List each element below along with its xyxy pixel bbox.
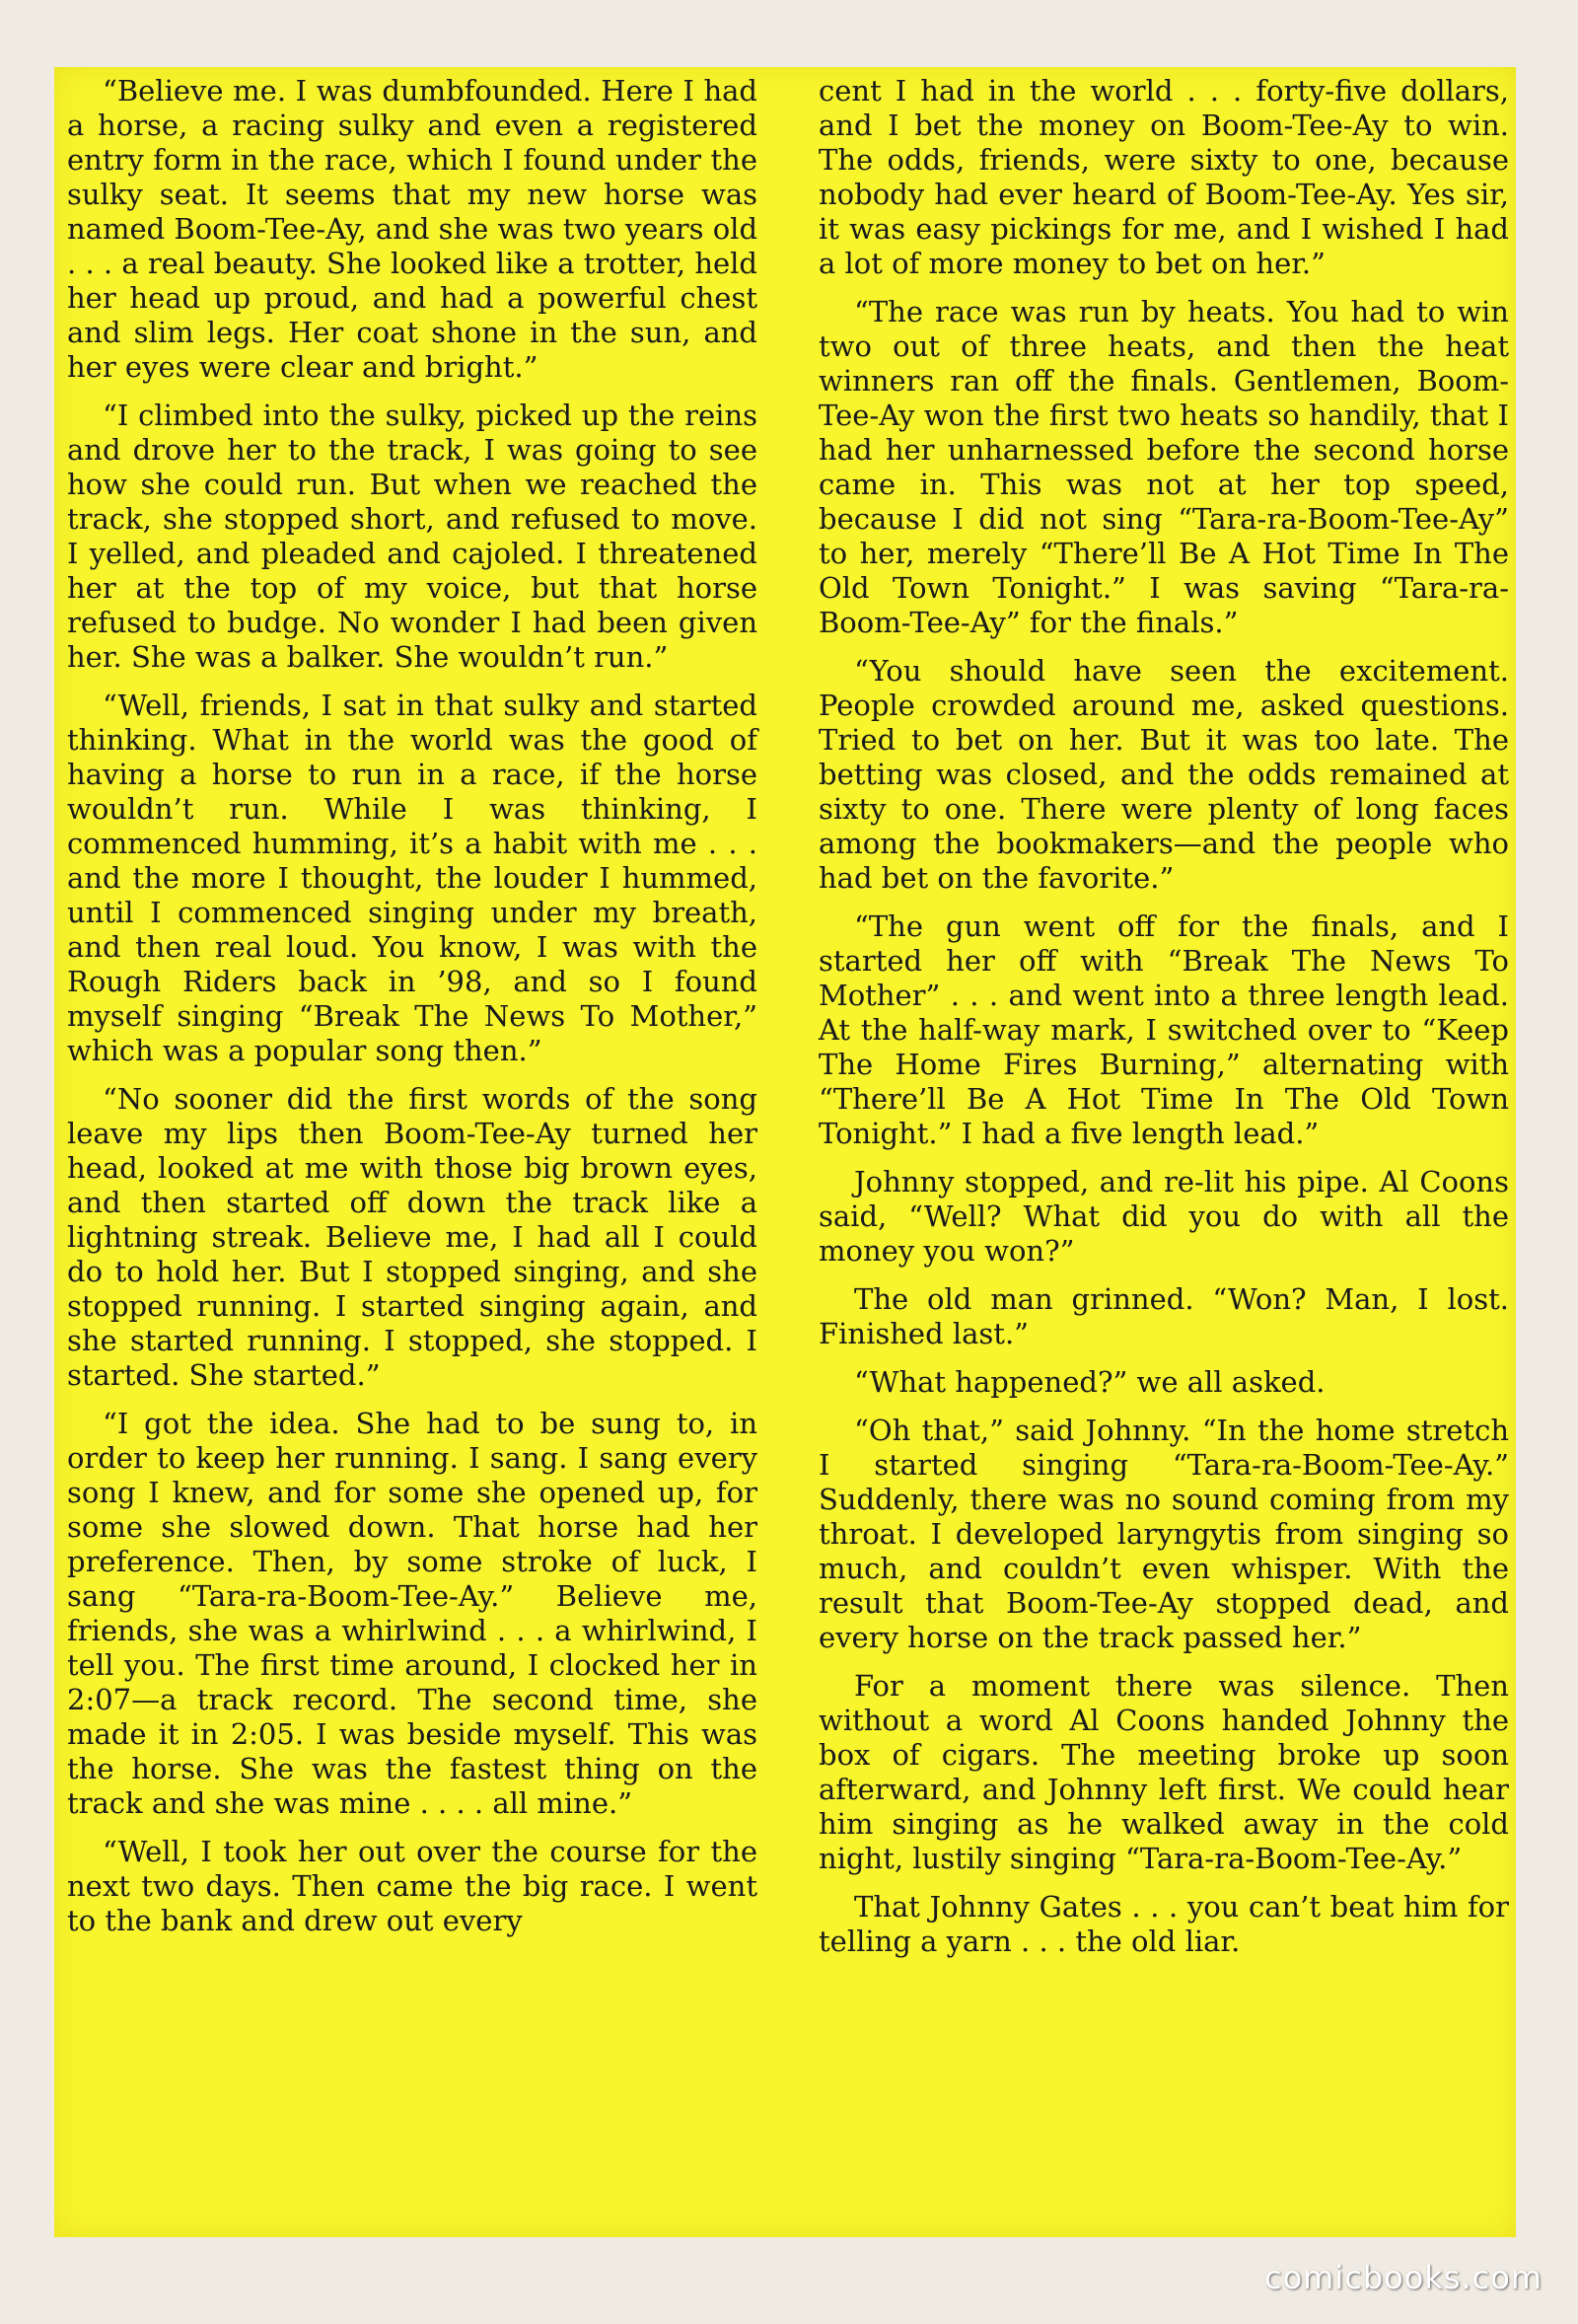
paragraph: “Believe me. I was dumbfounded. Here I had a horse, a racing sulky and even a registered entry form in the race, which I found under the sulky seat. It seems that my new horse was named Boom-Tee-Ay, and she was two years old . . . a real beauty. She looked like a trotter, held her head up proud, and had a powerful chest and slim legs. Her coat shone in the sun, and her eyes were clear and bright.” [67,74,758,384]
paragraph: Johnny stopped, and re-lit his pipe. Al Coons said, “Well? What did you do with all the money you won?” [819,1165,1509,1268]
paragraph: “Well, friends, I sat in that sulky and started thinking. What in the world was the good of having a horse to run in a race, if the horse wouldn’t run. While I was thinking, I commenced humming, it’s a habit with me . . . and the more I thought, the louder I hummed, until I commenced singing under my breath, and then real loud. You know, I was with the Rough Riders back in ’98, and so I found myself singing “Break The News To Mother,” which was a popular song then.” [67,689,757,1067]
paragraph: “You should have seen the excitement. People crowded around me, asked questions. Tried to bet on her. But it was too late. The betting was closed, and the odds remained at sixty to one. There were plenty of long faces among the bookmakers—and the people who had bet on the favorite.” [819,654,1509,895]
paragraph: That Johnny Gates . . . you can’t beat him for telling a yarn . . . the old liar. [819,1890,1509,1958]
paragraph: “Well, I took her out over the course for the next two days. Then came the big race. I went to the bank and drew out every [67,1835,757,1937]
left-text-column [67,74,757,1952]
paragraph: The old man grinned. “Won? Man, I lost. Finished last.” [819,1282,1509,1350]
paragraph: “I got the idea. She had to be sung to, in order to keep her running. I sang. I sang every song I knew, and for some she opened up, for some she slowed down. That horse had her preference. Then, by some stroke of luck, I sang “Tara-ra-Boom-Tee-Ay.” Believe me, friends, she was a whirlwind . . . a whirlwind, I tell you. The first time around, I clocked her in 2:07—a track record. The second time, she made it in 2:05. I was beside myself. This was the horse. She was the fastest thing on the track and she was mine . . . . all mine.” [67,1407,757,1820]
right-text-column [819,74,1509,1973]
paragraph: cent I had in the world . . . forty-five dollars, and I bet the money on Boom-Tee-Ay to win. The odds, friends, were sixty to one, because nobody had ever heard of Boom-Tee-Ay. Yes sir, it was easy pickings for me, and I wished I had a lot of more money to bet on her.” [819,74,1509,280]
paragraph: “The gun went off for the finals, and I started her off with “Break The News To Mother” . . . and went into a three length lead. At the half-way mark, I switched over to “Keep The Home Fires Burning,” alternating with “There’ll Be A Hot Time In The Old Town Tonight.” I had a five length lead.” [819,909,1509,1150]
paragraph: “No sooner did the first words of the song leave my lips then Boom-Tee-Ay turned her head, looked at me with those big brown eyes, and then started off down the track like a lightning streak. Believe me, I had all I could do to hold her. But I stopped singing, and she stopped running. I started singing again, and she started running. I stopped, she stopped. I started. She started.” [67,1082,757,1392]
watermark-text: comicbooks.com [1263,2259,1542,2296]
paragraph: “What happened?” we all asked. [854,1365,1326,1399]
paragraph: For a moment there was silence. Then without a word Al Coons handed Johnny the box of cigars. The meeting broke up soon afterward, and Johnny left first. We could hear him singing as he walked away in the cold night, lustily singing “Tara-ra-Boom-Tee-Ay.” [819,1669,1509,1875]
paragraph: “The race was run by heats. You had to win two out of three heats, and then the heat winners ran off the finals. Gentlemen, Boom-Tee-Ay won the first two heats so handily, that I had her unharnessed before the second horse came in. This was not at her top speed, because I did not sing “Tara-ra-Boom-Tee-Ay” to her, merely “There’ll Be A Hot Time In The Old Town Tonight.” I was saving “Tara-ra-Boom-Tee-Ay” for the finals.” [819,295,1509,639]
paragraph: “Oh that,” said Johnny. “In the home stretch I started singing “Tara-ra-Boom-Tee-Ay.” Suddenly, there was no sound coming from my throat. I developed laryngytis from singing so much, and couldn’t even whisper. With the result that Boom-Tee-Ay stopped dead, and every horse on the track passed her.” [819,1414,1509,1654]
paragraph: “I climbed into the sulky, picked up the reins and drove her to the track, I was going to see how she could run. But when we reached the track, she stopped short, and refused to move. I yelled, and pleaded and cajoled. I threatened her at the top of my voice, but that horse refused to budge. No wonder I had been given her. She was a balker. She wouldn’t run.” [67,399,757,674]
